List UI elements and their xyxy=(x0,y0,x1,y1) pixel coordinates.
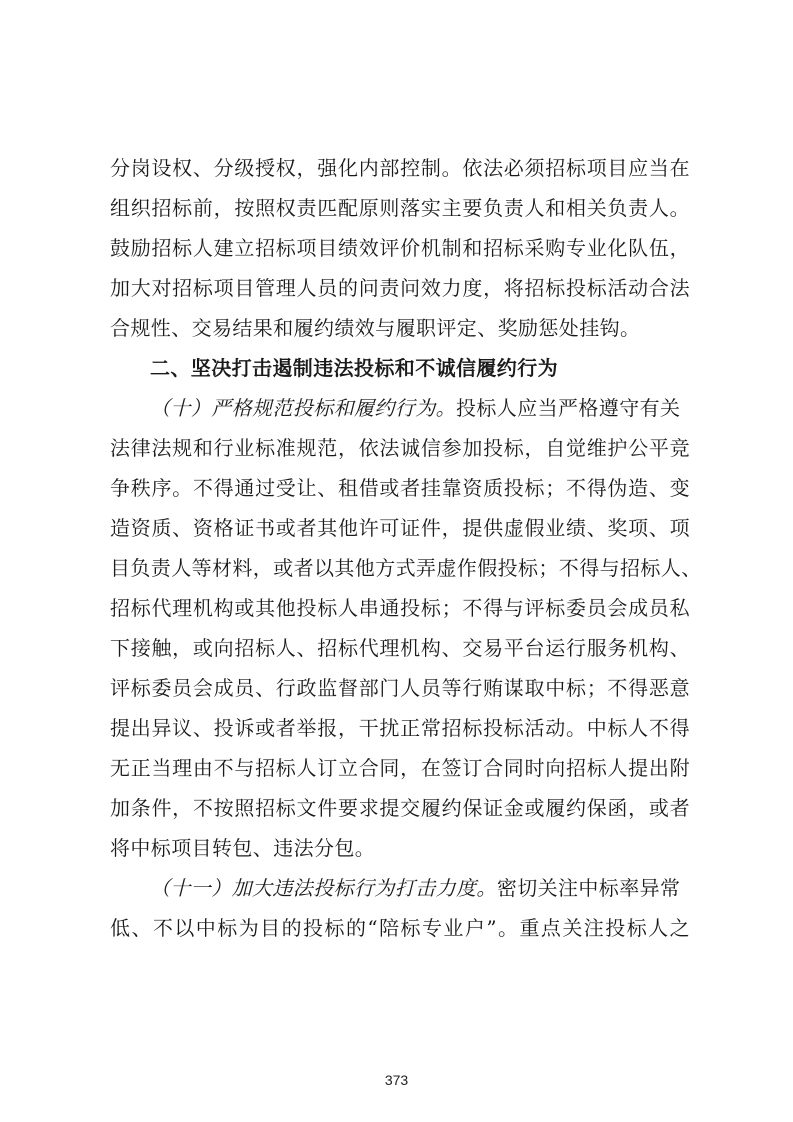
paragraph-line: 造资质、资格证书或者其他许可证件，提供虚假业绩、奖项、项 xyxy=(110,516,690,540)
paragraph-title: （十一）加大违法投标行为打击力度。 xyxy=(150,876,497,900)
page-number: 373 xyxy=(384,1072,409,1088)
paragraph-line: 低、不以中标为目的投标的“陪标专业户”。重点关注投标人之 xyxy=(110,916,690,940)
paragraph-line: 招标代理机构或其他投标人串通投标；不得与评标委员会成员私 xyxy=(110,596,690,620)
paragraph-line: 加大对招标项目管理人员的问责问效力度，将招标投标活动合法 xyxy=(110,276,690,300)
paragraph-line: 将中标项目转包、违法分包。 xyxy=(110,836,376,860)
paragraph-line: 提出异议、投诉或者举报，干扰正常招标投标活动。中标人不得 xyxy=(110,716,690,740)
paragraph-line: 组织招标前，按照权责匹配原则落实主要负责人和相关负责人。 xyxy=(110,196,690,220)
paragraph-line: 加条件，不按照招标文件要求提交履约保证金或履约保函，或者 xyxy=(110,796,690,820)
section-heading: 二、坚决打击遏制违法投标和不诚信履约行为 xyxy=(150,356,558,380)
paragraph-line: 合规性、交易结果和履约绩效与履职评定、奖励惩处挂钩。 xyxy=(110,316,641,340)
paragraph-line: 鼓励招标人建立招标项目绩效评价机制和招标采购专业化队伍， xyxy=(110,236,690,260)
paragraph-text: 投标人应当严格遵守有关 xyxy=(456,396,681,420)
paragraph-line: 目负责人等材料，或者以其他方式弄虚作假投标；不得与招标人、 xyxy=(110,556,702,580)
paragraph-text: 密切关注中标率异常 xyxy=(496,876,681,900)
paragraph-line: 评标委员会成员、行政监督部门人员等行贿谋取中标；不得恶意 xyxy=(110,676,690,700)
paragraph-first-line xyxy=(150,874,690,902)
paragraph-first-line xyxy=(150,394,690,422)
paragraph-line: 分岗设权、分级授权，强化内部控制。依法必须招标项目应当在 xyxy=(110,156,690,180)
paragraph-line: 争秩序。不得通过受让、租借或者挂靠资质投标；不得伪造、变 xyxy=(110,476,690,500)
paragraph-line: 下接触，或向招标人、招标代理机构、交易平台运行服务机构、 xyxy=(110,636,690,660)
paragraph-line: 无正当理由不与招标人订立合同，在签订合同时向招标人提出附 xyxy=(110,756,690,780)
paragraph-line: 法律法规和行业标准规范，依法诚信参加投标，自觉维护公平竞 xyxy=(110,436,690,460)
paragraph-title: （十）严格规范投标和履约行为。 xyxy=(150,396,456,420)
